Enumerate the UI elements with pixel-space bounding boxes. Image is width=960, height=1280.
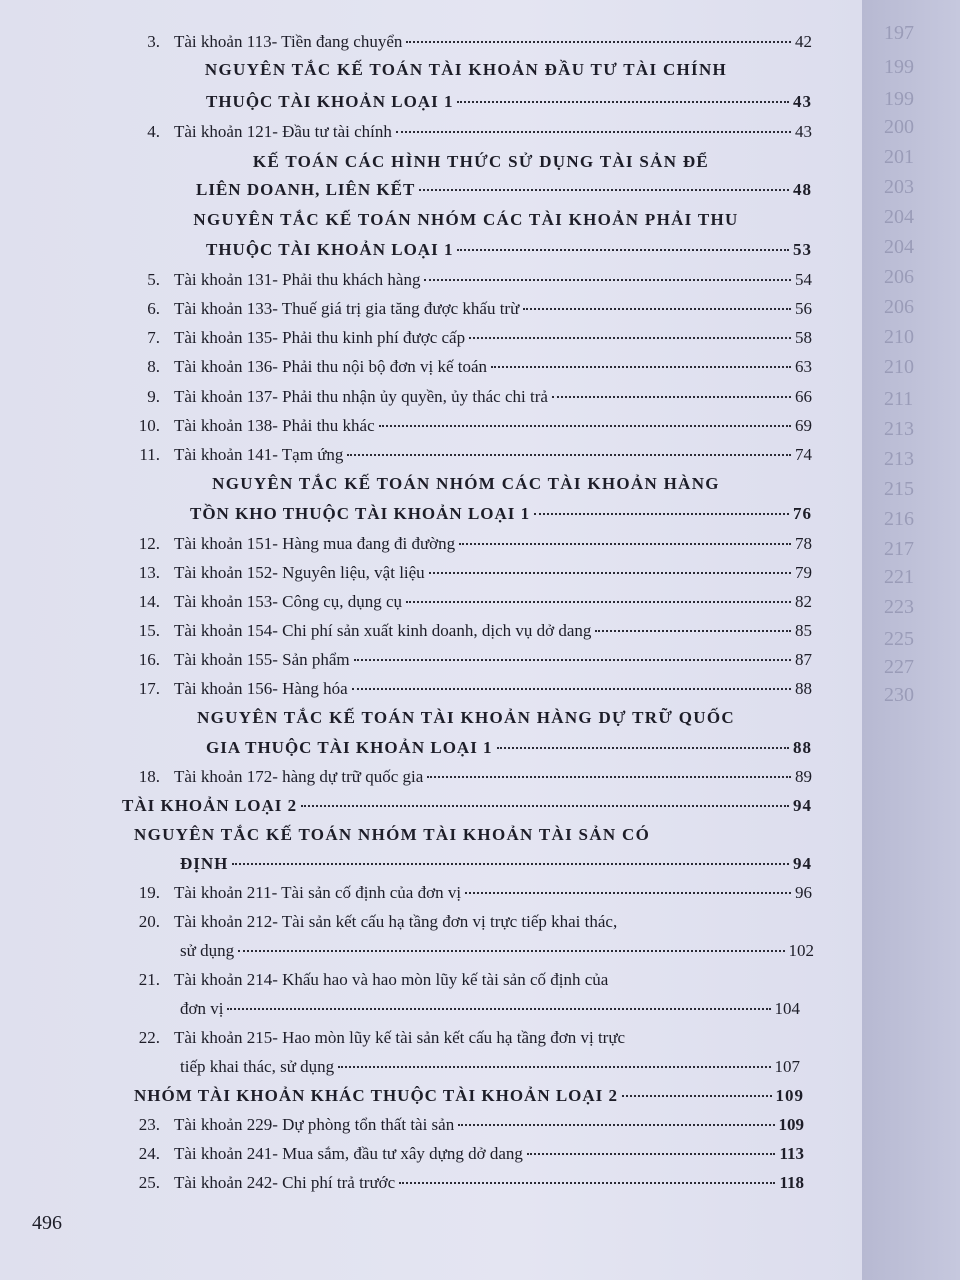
toc-section-heading: NGUYÊN TẮC KẾ TOÁN NHÓM CÁC TÀI KHOẢN PHẢI THU: [193, 210, 739, 229]
toc-section-heading: NGUYÊN TẮC KẾ TOÁN TÀI KHOẢN ĐẦU TƯ TÀI CHÍNH: [204, 60, 728, 79]
toc-entry: 14. Tài khoản 153- Công cụ, dụng cụ 82: [138, 592, 812, 611]
toc-section-heading: NGUYÊN TẮC KẾ TOÁN NHÓM TÀI KHOẢN TÀI SẢN CÓ: [134, 825, 651, 844]
toc-section-heading-line2: THUỘC TÀI KHOẢN LOẠI 1 43: [206, 92, 812, 111]
toc-section-heading: NHÓM TÀI KHOẢN KHÁC THUỘC TÀI KHOẢN LOẠI 2 109: [134, 1086, 804, 1105]
toc-section-heading-line2: ĐỊNH 94: [180, 854, 812, 873]
toc-entry: 16. Tài khoản 155- Sản phẩm 87: [138, 650, 812, 669]
toc-entry: 13. Tài khoản 152- Nguyên liệu, vật liệu 79: [138, 563, 812, 582]
toc-entry: 25. Tài khoản 242- Chi phí trả trước 118: [138, 1173, 804, 1192]
toc-entry: 12. Tài khoản 151- Hàng mua đang đi đường 78: [138, 534, 812, 553]
toc-entry: 7. Tài khoản 135- Phải thu kinh phí được cấp 58: [147, 328, 812, 347]
toc-entry: 6. Tài khoản 133- Thuế giá trị gia tăng được khấu trừ 56: [147, 299, 812, 318]
toc-part-heading: TÀI KHOẢN LOẠI 2 94: [122, 796, 812, 815]
toc-entry: 20. Tài khoản 212- Tài sản kết cấu hạ tầng đơn vị trực tiếp khai thác,: [138, 912, 618, 931]
toc-section-heading-line2: TỒN KHO THUỘC TÀI KHOẢN LOẠI 1 76: [190, 504, 812, 523]
toc-section-heading: KẾ TOÁN CÁC HÌNH THỨC SỬ DỤNG TÀI SẢN ĐỂ: [252, 152, 710, 171]
toc-section-heading-line2: THUỘC TÀI KHOẢN LOẠI 1 53: [206, 240, 812, 259]
toc-entry-continuation: sử dụng 102: [180, 941, 814, 960]
toc-entry: 17. Tài khoản 156- Hàng hóa 88: [138, 679, 812, 698]
toc-section-heading-line2: LIÊN DOANH, LIÊN KẾT 48: [196, 180, 812, 199]
page-number: 496: [32, 1212, 62, 1234]
toc-entry: 11. Tài khoản 141- Tạm ứng 74: [139, 445, 812, 464]
toc-entry: 3. Tài khoản 113- Tiền đang chuyển 42: [147, 32, 812, 51]
toc-entry: 15. Tài khoản 154- Chi phí sản xuất kinh doanh, dịch vụ dở dang 85: [138, 621, 812, 640]
toc-entry: 21. Tài khoản 214- Khấu hao và hao mòn lũy kế tài sản cố định của: [138, 970, 609, 989]
toc-entry: 8. Tài khoản 136- Phải thu nội bộ đơn vị kế toán 63: [147, 357, 812, 376]
toc-entry: 9. Tài khoản 137- Phải thu nhận ủy quyền, ủy thác chi trả 66: [147, 387, 812, 406]
toc-entry: 18. Tài khoản 172- hàng dự trữ quốc gia 89: [138, 767, 812, 786]
toc-entry: 4. Tài khoản 121- Đầu tư tài chính 43: [147, 122, 812, 141]
toc-entry: 5. Tài khoản 131- Phải thu khách hàng 54: [147, 270, 812, 289]
toc-entry: 22. Tài khoản 215- Hao mòn lũy kế tài sản kết cấu hạ tầng đơn vị trực: [138, 1028, 626, 1047]
toc-entry: 24. Tài khoản 241- Mua sắm, đầu tư xây dựng dở dang 113: [138, 1144, 804, 1163]
toc-entry-continuation: đơn vị 104: [180, 999, 800, 1018]
toc-entry: 19. Tài khoản 211- Tài sản cố định của đơn vị 96: [138, 883, 812, 902]
toc-section-heading-line2: GIA THUỘC TÀI KHOẢN LOẠI 1 88: [206, 738, 812, 757]
toc-entry: 23. Tài khoản 229- Dự phòng tổn thất tài sản 109: [138, 1115, 804, 1134]
toc-entry: 10. Tài khoản 138- Phải thu khác 69: [138, 416, 812, 435]
toc-section-heading: NGUYÊN TẮC KẾ TOÁN TÀI KHOẢN HÀNG DỰ TRỮ QUỐC: [197, 708, 735, 727]
toc-section-heading: NGUYÊN TẮC KẾ TOÁN NHÓM CÁC TÀI KHOẢN HÀNG: [212, 474, 720, 493]
next-page-edge: 197 199 199 200 201 203 204 204 206 206 210 210 211 213 213 215 216 217 221 223 225 227 230: [862, 0, 960, 1280]
toc-entry-continuation: tiếp khai thác, sử dụng 107: [180, 1057, 800, 1076]
